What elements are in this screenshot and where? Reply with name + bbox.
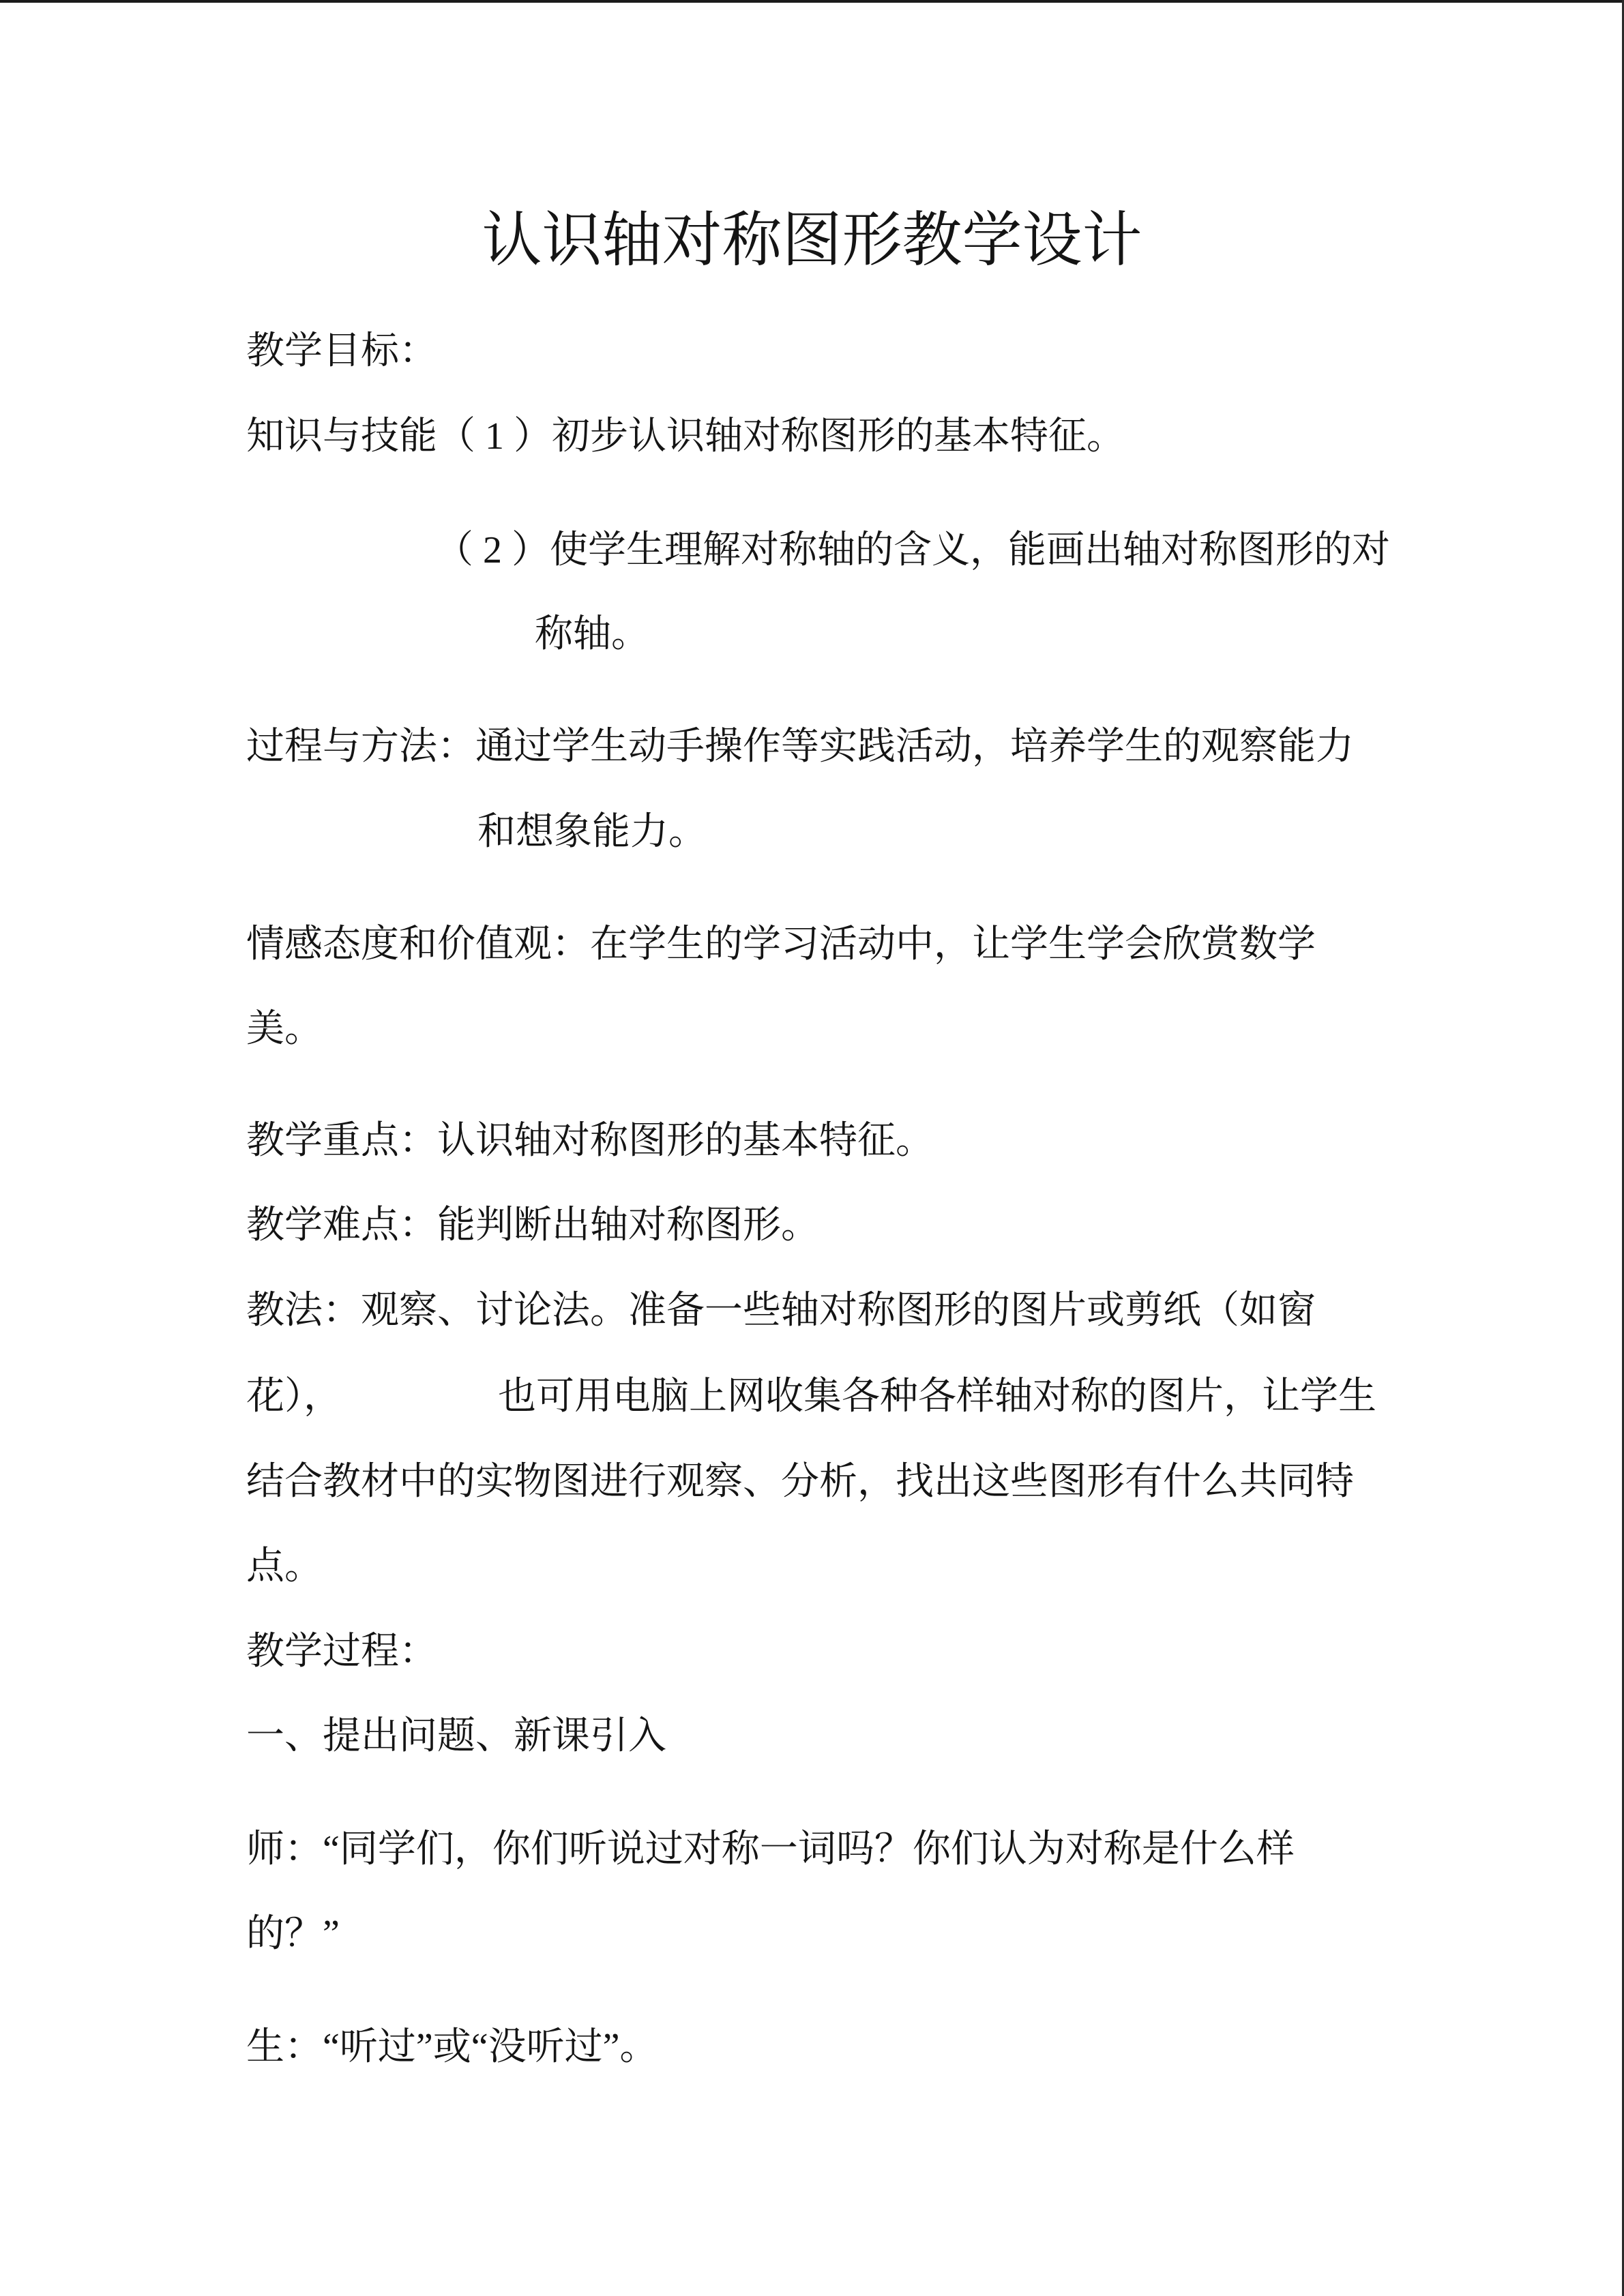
key-point: 教学重点：认识轴对称图形的基本特征。 xyxy=(246,1120,934,1162)
process-method-line-1: 过程与方法：通过学生动手操作等实践活动，培养学生的观察能力 xyxy=(246,726,1354,768)
teacher-dialogue-line-1: 师：“同学们，你们听说过对称一词吗？你们认为对称是什么样 xyxy=(246,1828,1295,1870)
knowledge-skills-item-2-line-1: （ 2 ）使学生理解对称轴的含义，能画出轴对称图形的对 xyxy=(435,529,1390,571)
student-dialogue: 生：“听过”或“没听过”。 xyxy=(246,2026,658,2068)
page-border-top xyxy=(0,0,1624,3)
objectives-heading: 教学目标： xyxy=(246,330,437,372)
emotion-values-line-1: 情感态度和价值观：在学生的学习活动中，让学生学会欣赏数学 xyxy=(246,923,1316,966)
emotion-values-line-2: 美。 xyxy=(246,1008,323,1050)
teaching-method-line-3: 结合教材中的实物图进行观察、分析，找出这些图形有什么共同特 xyxy=(246,1461,1354,1503)
teaching-method-line-2a: 花）， xyxy=(246,1375,342,1418)
process-heading: 教学过程： xyxy=(246,1630,437,1673)
step-1-heading: 一、提出问题、新课引入 xyxy=(246,1715,666,1757)
process-method-line-2: 和想象能力。 xyxy=(477,811,707,853)
teaching-method-line-1: 教法：观察、讨论法。准备一些轴对称图形的图片或剪纸（如窗 xyxy=(246,1289,1316,1332)
teaching-method-line-4: 点。 xyxy=(246,1545,323,1587)
knowledge-skills-item-2-line-2: 称轴。 xyxy=(535,613,649,655)
teaching-method-line-2b: 也可用电脑上网收集各种各样轴对称的图片，让学生 xyxy=(498,1375,1376,1418)
document-title: 认识轴对称图形教学设计 xyxy=(482,208,1142,274)
teacher-dialogue-line-2: 的？” xyxy=(246,1913,340,1955)
difficulty: 教学难点：能判断出轴对称图形。 xyxy=(246,1204,819,1247)
knowledge-skills-item-1: 知识与技能（ 1 ）初步认识轴对称图形的基本特征。 xyxy=(246,415,1125,458)
